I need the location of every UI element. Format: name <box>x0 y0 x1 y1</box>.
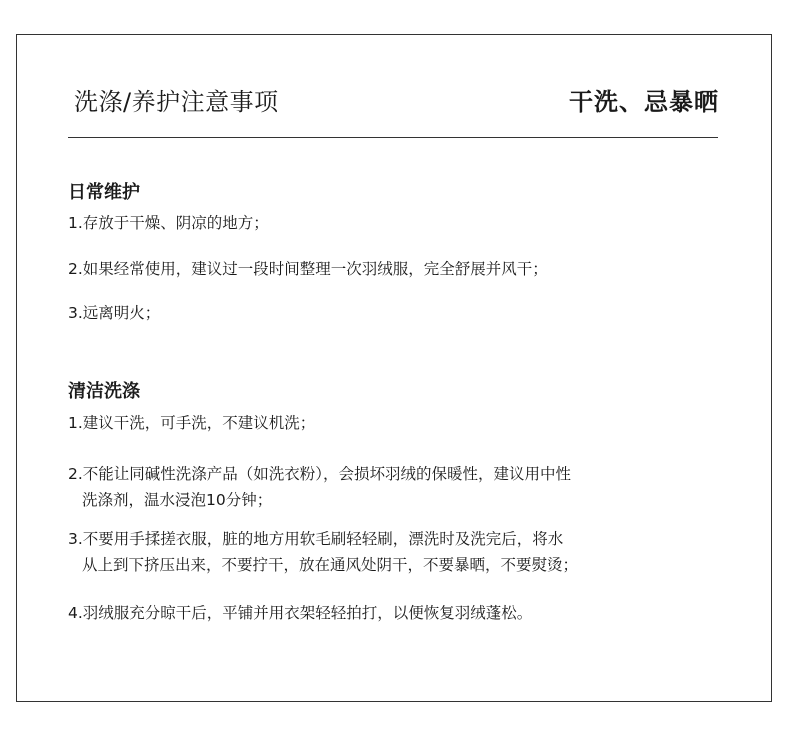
daily-care-item-3 <box>68 300 160 326</box>
header <box>74 80 719 120</box>
item-text-continued: 洗涤剂，温水浸泡10分钟； <box>82 491 273 509</box>
care-summary: 干洗、忌暴晒 <box>569 88 719 116</box>
item-text: 3.远离明火； <box>68 304 161 322</box>
section-heading-daily-care: 日常维护 <box>68 182 140 203</box>
cleaning-item-2 <box>68 461 571 513</box>
item-text: 1.建议干洗，可手洗，不建议机洗； <box>68 414 316 432</box>
item-text: 2.如果经常使用，建议过一段时间整理一次羽绒服，完全舒展并风干； <box>68 260 548 278</box>
item-text: 1.存放于干燥、阴凉的地方； <box>68 214 269 232</box>
item-text: 3.不要用手揉搓衣服，脏的地方用软毛刷轻轻刷，漂洗时及洗完后，将水 <box>68 530 564 548</box>
item-text: 2.不能让同碱性洗涤产品（如洗衣粉），会损坏羽绒的保暖性，建议用中性 <box>68 465 572 483</box>
cleaning-item-3 <box>68 526 578 578</box>
item-text: 4.羽绒服充分晾干后，平铺并用衣架轻轻拍打，以便恢复羽绒蓬松。 <box>68 604 533 622</box>
daily-care-item-2 <box>68 256 548 282</box>
section-heading-cleaning: 清洁洗涤 <box>68 381 140 402</box>
item-text-continued: 从上到下挤压出来，不要拧干，放在通风处阴干，不要暴晒，不要熨烫； <box>82 556 579 574</box>
header-divider <box>68 137 718 138</box>
page-title: 洗涤/养护注意事项 <box>74 88 279 116</box>
daily-care-item-1 <box>68 210 269 236</box>
cleaning-item-4 <box>68 600 532 626</box>
cleaning-item-1 <box>68 410 315 436</box>
